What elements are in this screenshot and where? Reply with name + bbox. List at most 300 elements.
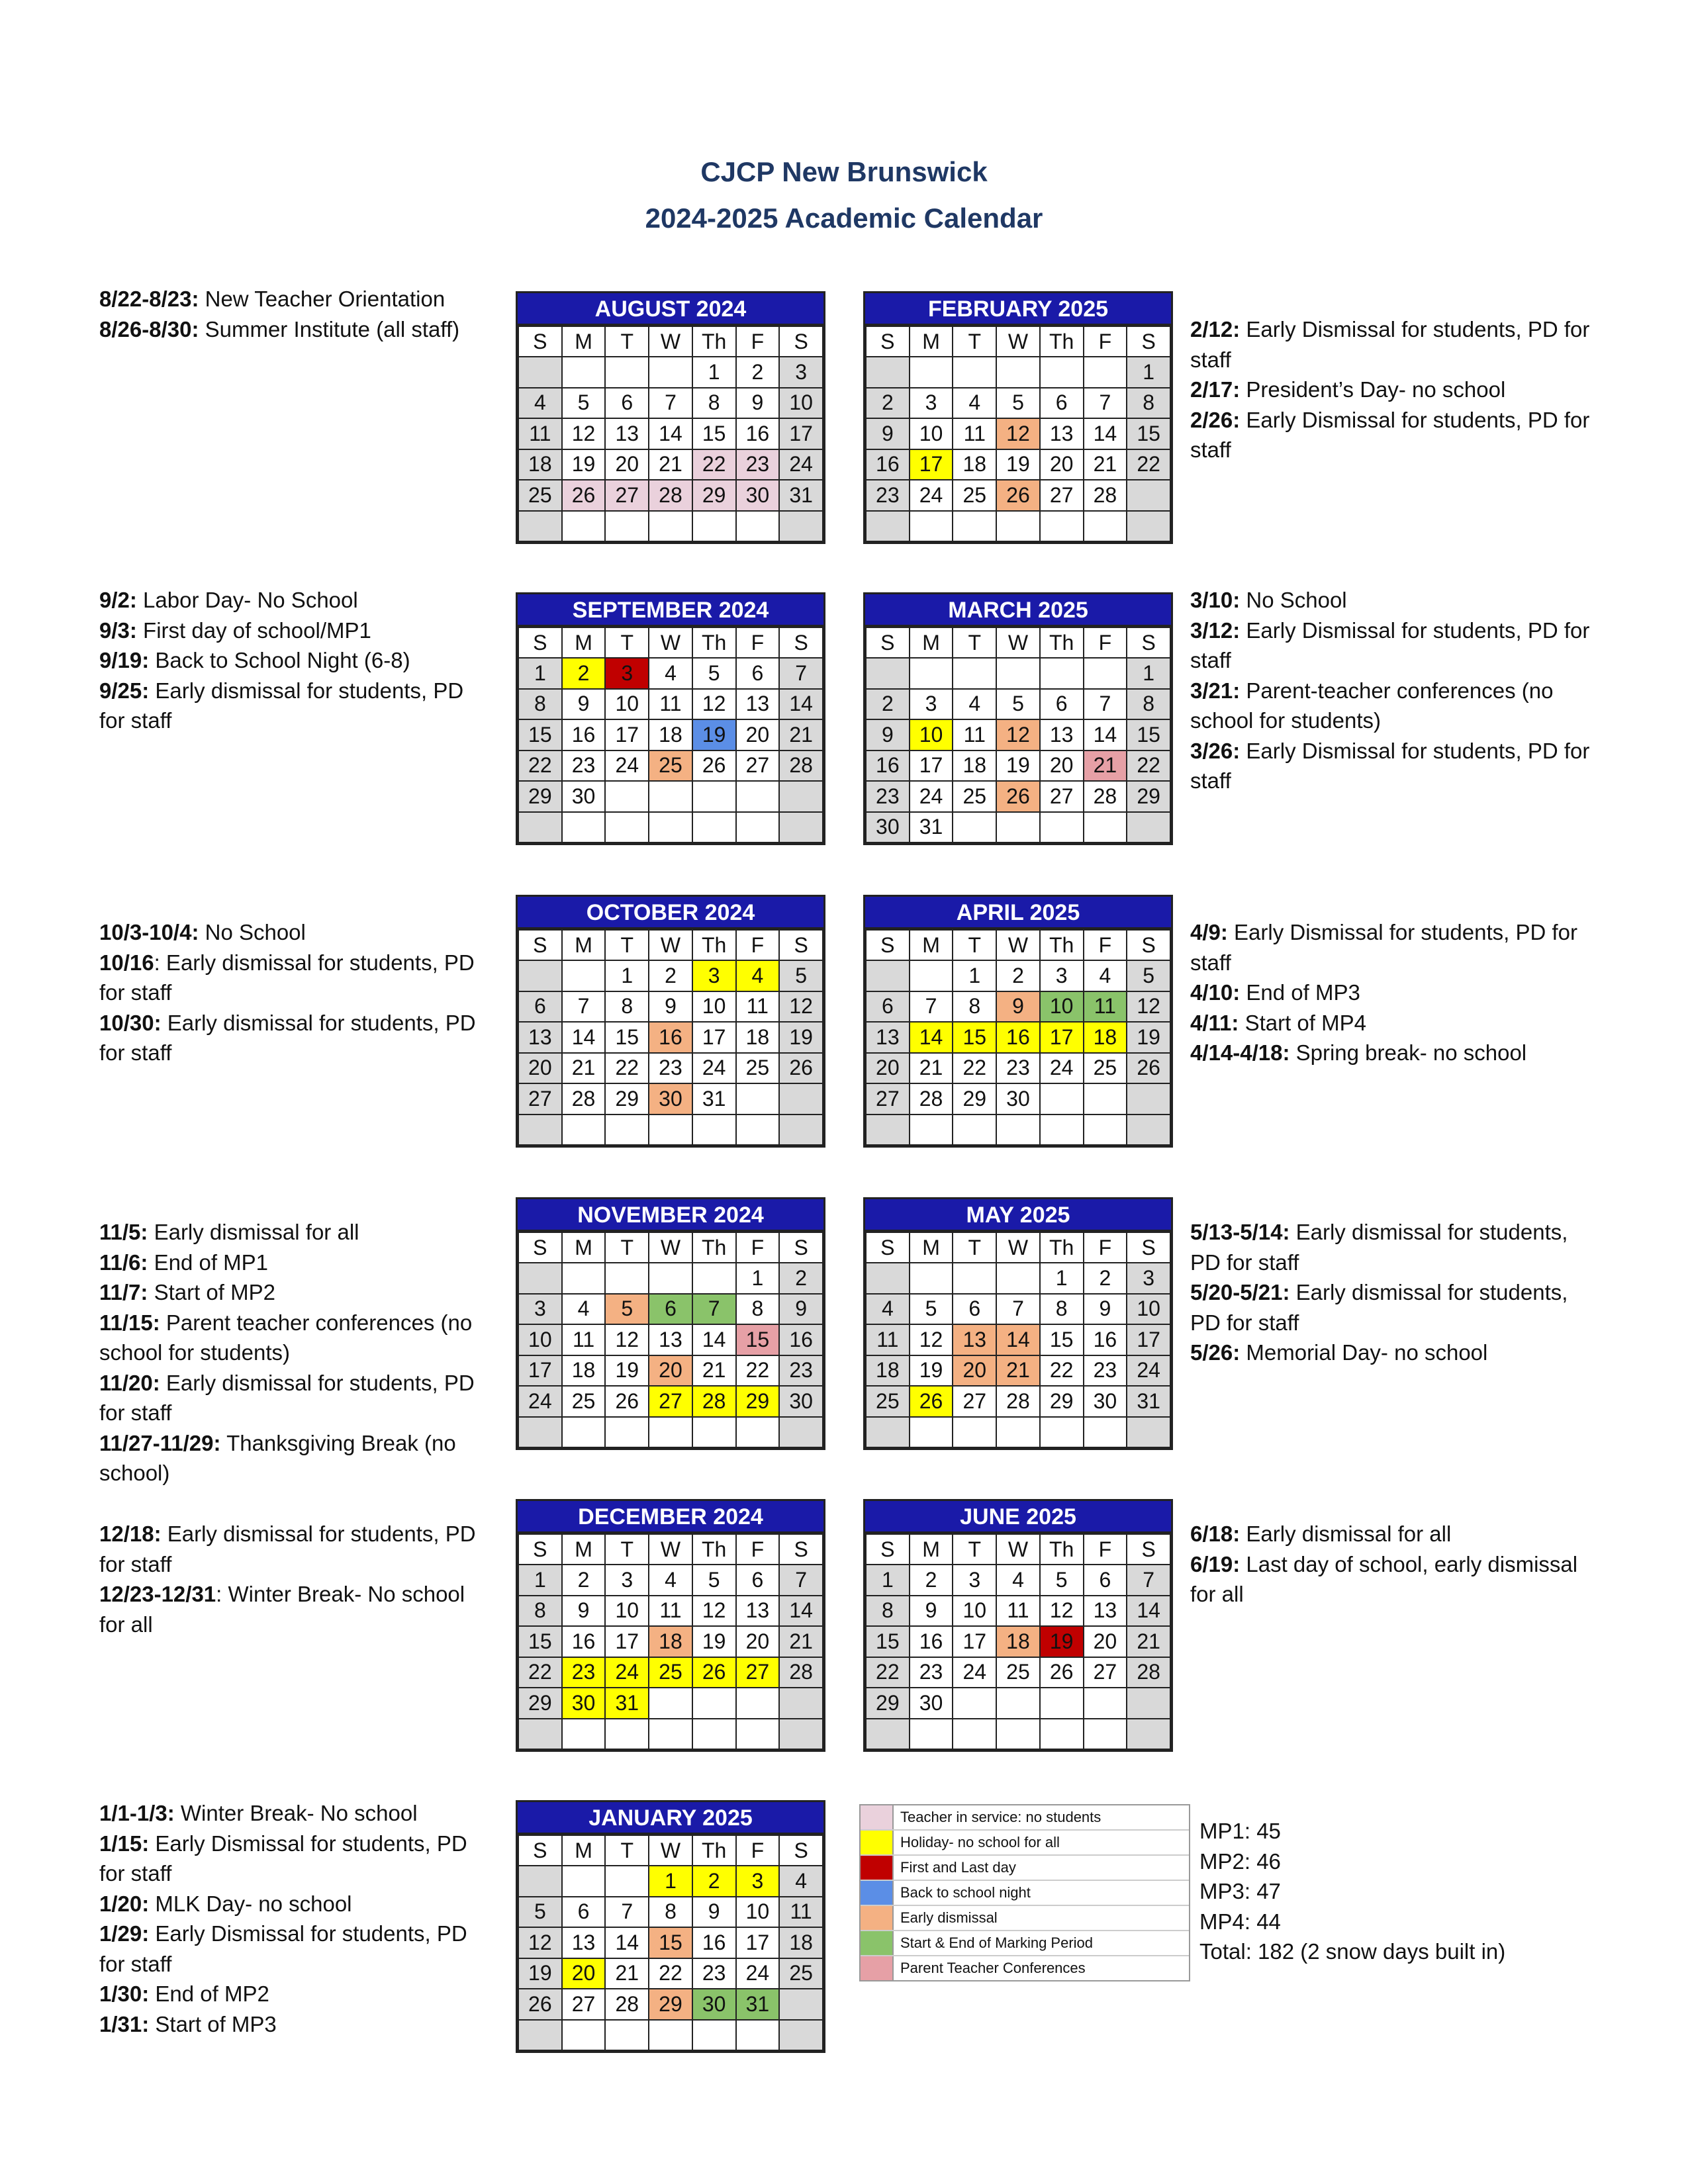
day-cell: 16 xyxy=(866,751,910,782)
day-cell: 28 xyxy=(779,751,823,782)
notes-may xyxy=(1190,1217,1601,1368)
legend-label: Start & End of Marking Period xyxy=(900,1934,1094,1951)
day-cell: 23 xyxy=(910,1657,953,1688)
day-cell: 14 xyxy=(649,418,692,449)
calendar-september-2024 xyxy=(516,592,825,845)
empty-cell xyxy=(736,812,780,843)
weekday-header: Th xyxy=(1040,326,1084,357)
day-cell: 2 xyxy=(736,357,780,388)
day-cell: 30 xyxy=(562,781,606,812)
legend-swatch xyxy=(861,1831,894,1854)
empty-cell xyxy=(649,511,692,542)
day-cell: 27 xyxy=(953,1386,996,1417)
day-cell: 5 xyxy=(779,960,823,991)
empty-cell xyxy=(910,357,953,388)
note-item: 11/5: Early dismissal for all xyxy=(99,1220,359,1244)
empty-cell xyxy=(1084,1688,1127,1719)
day-cell: 6 xyxy=(1084,1565,1127,1596)
day-cell: 13 xyxy=(1040,719,1084,751)
empty-cell xyxy=(736,2020,780,2051)
day-cell: 15 xyxy=(692,418,736,449)
day-cell: 19 xyxy=(692,719,736,751)
day-cell: 1 xyxy=(518,658,562,689)
day-cell: 6 xyxy=(649,1294,692,1325)
day-cell: 12 xyxy=(1040,1596,1084,1627)
day-cell: 12 xyxy=(1127,991,1170,1023)
day-cell: 7 xyxy=(1084,689,1127,720)
day-cell: 20 xyxy=(649,1355,692,1387)
day-cell: 26 xyxy=(779,1053,823,1084)
day-cell: 20 xyxy=(736,1626,780,1657)
day-cell: 2 xyxy=(562,1565,606,1596)
note-item: 5/26: Memorial Day- no school xyxy=(1190,1340,1488,1365)
weekday-header: Th xyxy=(692,930,736,960)
day-cell: 31 xyxy=(910,812,953,843)
day-cell: 2 xyxy=(866,689,910,720)
day-cell: 16 xyxy=(1084,1324,1127,1355)
day-cell: 21 xyxy=(1084,449,1127,480)
empty-cell xyxy=(779,1083,823,1115)
day-cell: 20 xyxy=(736,719,780,751)
empty-cell xyxy=(692,1115,736,1146)
legend-item xyxy=(861,1931,1189,1956)
weekday-header: F xyxy=(1084,1232,1127,1263)
notes-january xyxy=(99,1798,490,2039)
note-item: 3/21: Parent-teacher conferences (no school for students) xyxy=(1190,678,1554,733)
day-cell: 30 xyxy=(649,1083,692,1115)
weekday-header: T xyxy=(605,1835,649,1866)
month-title: OCTOBER 2024 xyxy=(518,897,823,929)
empty-cell xyxy=(1127,511,1170,542)
day-cell: 10 xyxy=(1127,1294,1170,1325)
legend-item xyxy=(861,1881,1189,1906)
day-cell: 17 xyxy=(953,1626,996,1657)
day-cell: 3 xyxy=(605,658,649,689)
day-cell: 23 xyxy=(562,751,606,782)
calendar-may-2025 xyxy=(863,1197,1173,1450)
empty-cell xyxy=(953,1263,996,1294)
day-cell: 9 xyxy=(866,418,910,449)
day-cell: 7 xyxy=(996,1294,1040,1325)
day-cell: 22 xyxy=(736,1355,780,1387)
day-cell: 25 xyxy=(1084,1053,1127,1084)
weekday-header: Th xyxy=(1040,1534,1084,1565)
empty-cell xyxy=(1040,1688,1084,1719)
note-item: 12/18: Early dismissal for students, PD for staff xyxy=(99,1522,476,1576)
day-cell: 27 xyxy=(649,1386,692,1417)
weekday-header: T xyxy=(953,627,996,658)
day-cell: 25 xyxy=(736,1053,780,1084)
weekday-header: S xyxy=(1127,930,1170,960)
day-cell: 14 xyxy=(779,1596,823,1627)
day-cell: 14 xyxy=(692,1324,736,1355)
weekday-header: M xyxy=(562,1835,606,1866)
day-cell: 23 xyxy=(692,1958,736,1989)
empty-cell xyxy=(518,357,562,388)
empty-cell xyxy=(692,812,736,843)
day-cell: 5 xyxy=(910,1294,953,1325)
empty-cell xyxy=(562,1866,606,1897)
empty-cell xyxy=(518,960,562,991)
month-title: JUNE 2025 xyxy=(865,1501,1171,1533)
day-cell: 15 xyxy=(866,1626,910,1657)
day-cell: 11 xyxy=(562,1324,606,1355)
weekday-header: M xyxy=(910,627,953,658)
weekday-header: S xyxy=(518,326,562,357)
day-cell: 18 xyxy=(953,449,996,480)
empty-cell xyxy=(736,781,780,812)
day-cell: 14 xyxy=(1127,1596,1170,1627)
day-cell: 1 xyxy=(736,1263,780,1294)
empty-cell xyxy=(649,1417,692,1448)
day-cell: 26 xyxy=(692,751,736,782)
day-cell: 8 xyxy=(649,1897,692,1928)
weekday-header: W xyxy=(649,627,692,658)
day-cell: 5 xyxy=(996,689,1040,720)
empty-cell xyxy=(866,658,910,689)
day-cell: 8 xyxy=(1040,1294,1084,1325)
day-cell: 10 xyxy=(736,1897,780,1928)
day-cell: 10 xyxy=(692,991,736,1023)
empty-cell xyxy=(996,511,1040,542)
note-item: 3/12: Early Dismissal for students, PD for staff xyxy=(1190,617,1590,672)
weekday-header: S xyxy=(866,627,910,658)
day-cell: 22 xyxy=(953,1053,996,1084)
day-cell: 21 xyxy=(779,719,823,751)
day-cell: 10 xyxy=(518,1324,562,1355)
empty-cell xyxy=(692,2020,736,2051)
empty-cell xyxy=(953,511,996,542)
weekday-header: S xyxy=(779,930,823,960)
day-cell: 15 xyxy=(1127,418,1170,449)
note-item: 11/6: End of MP1 xyxy=(99,1250,269,1275)
empty-cell xyxy=(910,960,953,991)
weekday-header: M xyxy=(562,326,606,357)
day-cell: 23 xyxy=(866,480,910,511)
day-cell: 4 xyxy=(736,960,780,991)
day-cell: 16 xyxy=(562,719,606,751)
note-item: 9/19: Back to School Night (6-8) xyxy=(99,648,410,672)
day-cell: 14 xyxy=(996,1324,1040,1355)
weekday-header: T xyxy=(605,1534,649,1565)
empty-cell xyxy=(1127,1688,1170,1719)
marking-period-totals xyxy=(1199,1816,1505,1967)
day-cell: 6 xyxy=(736,1565,780,1596)
note-item: 4/9: Early Dismissal for students, PD for staff xyxy=(1190,920,1578,975)
empty-cell xyxy=(866,357,910,388)
day-cell: 7 xyxy=(910,991,953,1023)
day-cell: 14 xyxy=(1084,418,1127,449)
empty-cell xyxy=(996,812,1040,843)
day-cell: 22 xyxy=(692,449,736,480)
weekday-header: T xyxy=(953,326,996,357)
day-cell: 31 xyxy=(605,1688,649,1719)
legend-label: Back to school night xyxy=(900,1884,1031,1901)
day-cell: 24 xyxy=(1040,1053,1084,1084)
empty-cell xyxy=(1127,812,1170,843)
day-cell: 6 xyxy=(1040,388,1084,419)
day-cell: 7 xyxy=(649,388,692,419)
day-cell: 5 xyxy=(1040,1565,1084,1596)
day-cell: 27 xyxy=(1040,480,1084,511)
day-cell: 4 xyxy=(562,1294,606,1325)
note-item: 9/2: Labor Day- No School xyxy=(99,588,358,612)
weekday-header: S xyxy=(518,1232,562,1263)
day-cell: 4 xyxy=(953,689,996,720)
empty-cell xyxy=(1040,511,1084,542)
day-cell: 25 xyxy=(779,1958,823,1989)
note-item: 1/29: Early Dismissal for students, PD for staff xyxy=(99,1921,467,1976)
weekday-header: M xyxy=(910,1232,953,1263)
note-item: 5/13-5/14: Early dismissal for students, PD for staff xyxy=(1190,1220,1568,1275)
total-line: Total: 182 (2 snow days built in) xyxy=(1199,1939,1506,1964)
day-cell: 14 xyxy=(1084,719,1127,751)
empty-cell xyxy=(649,781,692,812)
weekday-header: W xyxy=(649,1232,692,1263)
day-cell: 21 xyxy=(910,1053,953,1084)
weekday-header: S xyxy=(779,627,823,658)
day-cell: 24 xyxy=(518,1386,562,1417)
empty-cell xyxy=(605,812,649,843)
day-cell: 19 xyxy=(518,1958,562,1989)
weekday-header: T xyxy=(605,627,649,658)
note-item: 11/15: Parent teacher conferences (no school for students) xyxy=(99,1310,473,1365)
weekday-header: T xyxy=(953,1534,996,1565)
day-cell: 27 xyxy=(605,480,649,511)
legend-label: Early dismissal xyxy=(900,1909,998,1926)
day-cell: 29 xyxy=(649,1989,692,2020)
day-cell: 17 xyxy=(692,1022,736,1053)
weekday-header: S xyxy=(866,1534,910,1565)
day-cell: 13 xyxy=(953,1324,996,1355)
empty-cell xyxy=(953,812,996,843)
legend-label: Holiday- no school for all xyxy=(900,1834,1060,1850)
note-item: 4/14-4/18: Spring break- no school xyxy=(1190,1040,1527,1065)
empty-cell xyxy=(518,1115,562,1146)
month-title: MARCH 2025 xyxy=(865,594,1171,627)
day-cell: 21 xyxy=(1127,1626,1170,1657)
day-cell: 10 xyxy=(910,418,953,449)
weekday-header: S xyxy=(1127,326,1170,357)
legend-swatch xyxy=(861,1906,894,1930)
empty-cell xyxy=(605,781,649,812)
weekday-header: M xyxy=(562,627,606,658)
day-cell: 9 xyxy=(736,388,780,419)
note-item: 4/11: Start of MP4 xyxy=(1190,1010,1366,1035)
day-cell: 15 xyxy=(1127,719,1170,751)
legend-label: Parent Teacher Conferences xyxy=(900,1960,1086,1976)
day-cell: 21 xyxy=(692,1355,736,1387)
day-cell: 2 xyxy=(866,388,910,419)
note-item: 6/19: Last day of school, early dismissal for all xyxy=(1190,1551,1578,1606)
empty-cell xyxy=(1127,1083,1170,1115)
day-cell: 8 xyxy=(518,1596,562,1627)
weekday-header: F xyxy=(1084,326,1127,357)
day-cell: 19 xyxy=(1040,1626,1084,1657)
day-cell: 24 xyxy=(605,1657,649,1688)
note-item: 5/20-5/21: Early dismissal for students, PD for staff xyxy=(1190,1280,1568,1335)
day-cell: 12 xyxy=(692,689,736,720)
day-cell: 28 xyxy=(692,1386,736,1417)
month-title: JANUARY 2025 xyxy=(518,1802,823,1835)
empty-cell xyxy=(910,1263,953,1294)
day-cell: 7 xyxy=(779,658,823,689)
note-item: 6/18: Early dismissal for all xyxy=(1190,1522,1452,1546)
weekday-header: W xyxy=(996,930,1040,960)
weekday-header: F xyxy=(736,326,780,357)
day-cell: 30 xyxy=(996,1083,1040,1115)
note-item: 10/30: Early dismissal for students, PD for staff xyxy=(99,1010,476,1065)
day-cell: 3 xyxy=(779,357,823,388)
empty-cell xyxy=(953,658,996,689)
day-cell: 18 xyxy=(779,1927,823,1958)
legend-swatch xyxy=(861,1956,894,1980)
day-cell: 22 xyxy=(1040,1355,1084,1387)
day-cell: 21 xyxy=(605,1958,649,1989)
notes-june xyxy=(1190,1519,1601,1610)
empty-cell xyxy=(518,1866,562,1897)
empty-cell xyxy=(1040,1417,1084,1448)
day-cell: 14 xyxy=(605,1927,649,1958)
day-cell: 7 xyxy=(779,1565,823,1596)
empty-cell xyxy=(910,1417,953,1448)
empty-cell xyxy=(953,1688,996,1719)
weekday-header: S xyxy=(518,1534,562,1565)
day-cell: 20 xyxy=(866,1053,910,1084)
color-legend xyxy=(859,1804,1190,1981)
day-cell: 3 xyxy=(518,1294,562,1325)
day-cell: 23 xyxy=(1084,1355,1127,1387)
day-cell: 30 xyxy=(562,1688,606,1719)
empty-cell xyxy=(605,511,649,542)
day-cell: 23 xyxy=(996,1053,1040,1084)
weekday-header: S xyxy=(1127,1232,1170,1263)
day-cell: 16 xyxy=(996,1022,1040,1053)
note-item: 10/16: Early dismissal for students, PD for staff xyxy=(99,950,475,1005)
day-cell: 17 xyxy=(910,449,953,480)
day-cell: 31 xyxy=(779,480,823,511)
day-cell: 8 xyxy=(692,388,736,419)
day-cell: 16 xyxy=(562,1626,606,1657)
day-cell: 3 xyxy=(953,1565,996,1596)
day-cell: 21 xyxy=(1084,751,1127,782)
weekday-header: T xyxy=(605,1232,649,1263)
day-cell: 13 xyxy=(1084,1596,1127,1627)
day-cell: 23 xyxy=(649,1053,692,1084)
day-cell: 28 xyxy=(996,1386,1040,1417)
note-item: 3/26: Early Dismissal for students, PD for staff xyxy=(1190,738,1590,793)
day-cell: 19 xyxy=(996,449,1040,480)
day-cell: 8 xyxy=(953,991,996,1023)
weekday-header: Th xyxy=(692,627,736,658)
day-cell: 24 xyxy=(736,1958,780,1989)
day-cell: 3 xyxy=(910,689,953,720)
day-cell: 28 xyxy=(605,1989,649,2020)
day-cell: 3 xyxy=(1040,960,1084,991)
day-cell: 5 xyxy=(562,388,606,419)
day-cell: 2 xyxy=(562,658,606,689)
empty-cell xyxy=(562,357,606,388)
day-cell: 25 xyxy=(518,480,562,511)
day-cell: 26 xyxy=(996,480,1040,511)
day-cell: 26 xyxy=(1127,1053,1170,1084)
note-item: 1/20: MLK Day- no school xyxy=(99,1891,352,1916)
empty-cell xyxy=(996,1719,1040,1750)
day-cell: 25 xyxy=(996,1657,1040,1688)
empty-cell xyxy=(736,511,780,542)
day-cell: 11 xyxy=(953,719,996,751)
legend-label: First and Last day xyxy=(900,1859,1016,1876)
total-line: MP3: 47 xyxy=(1199,1879,1281,1903)
day-cell: 13 xyxy=(866,1022,910,1053)
weekday-header: S xyxy=(518,627,562,658)
weekday-header: Th xyxy=(1040,1232,1084,1263)
empty-cell xyxy=(692,1417,736,1448)
empty-cell xyxy=(779,781,823,812)
month-title: NOVEMBER 2024 xyxy=(518,1199,823,1232)
day-cell: 22 xyxy=(518,751,562,782)
day-cell: 7 xyxy=(562,991,606,1023)
page-title: CJCP New Brunswick xyxy=(700,156,988,187)
day-cell: 2 xyxy=(692,1866,736,1897)
empty-cell xyxy=(1127,480,1170,511)
empty-cell xyxy=(1084,658,1127,689)
empty-cell xyxy=(692,511,736,542)
empty-cell xyxy=(692,1688,736,1719)
day-cell: 25 xyxy=(649,751,692,782)
empty-cell xyxy=(605,357,649,388)
day-cell: 17 xyxy=(518,1355,562,1387)
day-cell: 20 xyxy=(562,1958,606,1989)
day-cell: 18 xyxy=(562,1355,606,1387)
day-cell: 27 xyxy=(1040,781,1084,812)
day-cell: 10 xyxy=(605,689,649,720)
note-item: 8/26-8/30: Summer Institute (all staff) xyxy=(99,316,460,341)
empty-cell xyxy=(910,1115,953,1146)
empty-cell xyxy=(562,1115,606,1146)
weekday-header: T xyxy=(953,930,996,960)
note-item: 9/3: First day of school/MP1 xyxy=(99,617,371,643)
day-cell: 19 xyxy=(996,751,1040,782)
empty-cell xyxy=(649,2020,692,2051)
calendar-august-2024 xyxy=(516,291,825,544)
day-cell: 28 xyxy=(779,1657,823,1688)
day-cell: 5 xyxy=(692,658,736,689)
empty-cell xyxy=(649,1263,692,1294)
day-cell: 9 xyxy=(996,991,1040,1023)
note-item: 1/30: End of MP2 xyxy=(99,1981,269,2006)
day-cell: 24 xyxy=(910,480,953,511)
empty-cell xyxy=(562,511,606,542)
weekday-header: S xyxy=(779,1835,823,1866)
day-cell: 4 xyxy=(1084,960,1127,991)
day-cell: 19 xyxy=(605,1355,649,1387)
day-cell: 25 xyxy=(953,781,996,812)
day-cell: 18 xyxy=(649,719,692,751)
day-cell: 27 xyxy=(866,1083,910,1115)
notes-april xyxy=(1190,917,1601,1068)
weekday-header: S xyxy=(866,326,910,357)
empty-cell xyxy=(562,1719,606,1750)
day-cell: 21 xyxy=(562,1053,606,1084)
day-cell: 30 xyxy=(910,1688,953,1719)
note-item: 1/1-1/3: Winter Break- No school xyxy=(99,1801,418,1825)
empty-cell xyxy=(779,1688,823,1719)
day-cell: 10 xyxy=(1040,991,1084,1023)
day-cell: 11 xyxy=(779,1897,823,1928)
legend-item xyxy=(861,1906,1189,1931)
day-cell: 29 xyxy=(866,1688,910,1719)
